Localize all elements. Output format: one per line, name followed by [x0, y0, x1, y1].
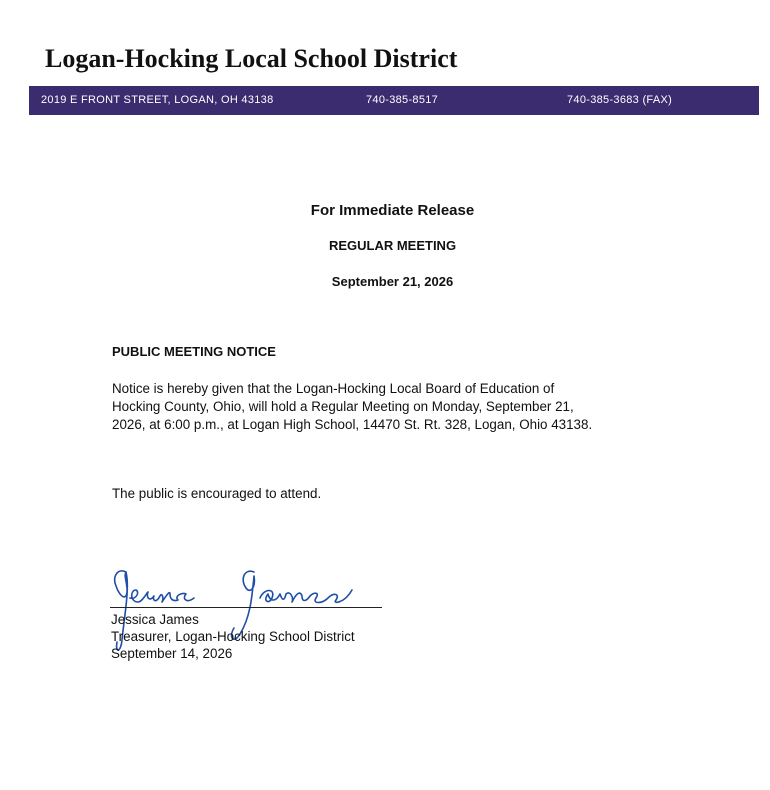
- signature-line: [110, 607, 382, 608]
- signed-date: September 14, 2026: [111, 646, 233, 661]
- signer-name: Jessica James: [111, 612, 199, 627]
- address-bar: [29, 86, 759, 115]
- attend-line: The public is encouraged to attend.: [112, 486, 322, 501]
- signer-title: Treasurer, Logan-Hocking School District: [111, 629, 355, 644]
- notice-body-line: Notice is hereby given that the Logan-Hocking Local Board of Education of: [112, 381, 555, 396]
- signer-block: [111, 611, 355, 662]
- district-address: 2019 E FRONT STREET, LOGAN, OH 43138: [41, 94, 274, 106]
- meeting-type: REGULAR MEETING: [328, 238, 457, 253]
- district-name: Logan-Hocking Local School District: [45, 44, 458, 73]
- release-title: For Immediate Release: [310, 202, 475, 219]
- notice-body-line: Hocking County, Ohio, will hold a Regular Meeting on Monday, September 21,: [112, 399, 574, 414]
- meeting-date: September 21, 2026: [331, 274, 454, 289]
- district-fax: 740-385-3683 (FAX): [567, 94, 673, 106]
- notice-heading: PUBLIC MEETING NOTICE: [112, 344, 276, 359]
- district-phone: 740-385-8517: [366, 94, 439, 106]
- notice-body: [112, 380, 672, 434]
- notice-body-line: 2026, at 6:00 p.m., at Logan High School, 14470 St. Rt. 328, Logan, Ohio 43138.: [112, 417, 593, 432]
